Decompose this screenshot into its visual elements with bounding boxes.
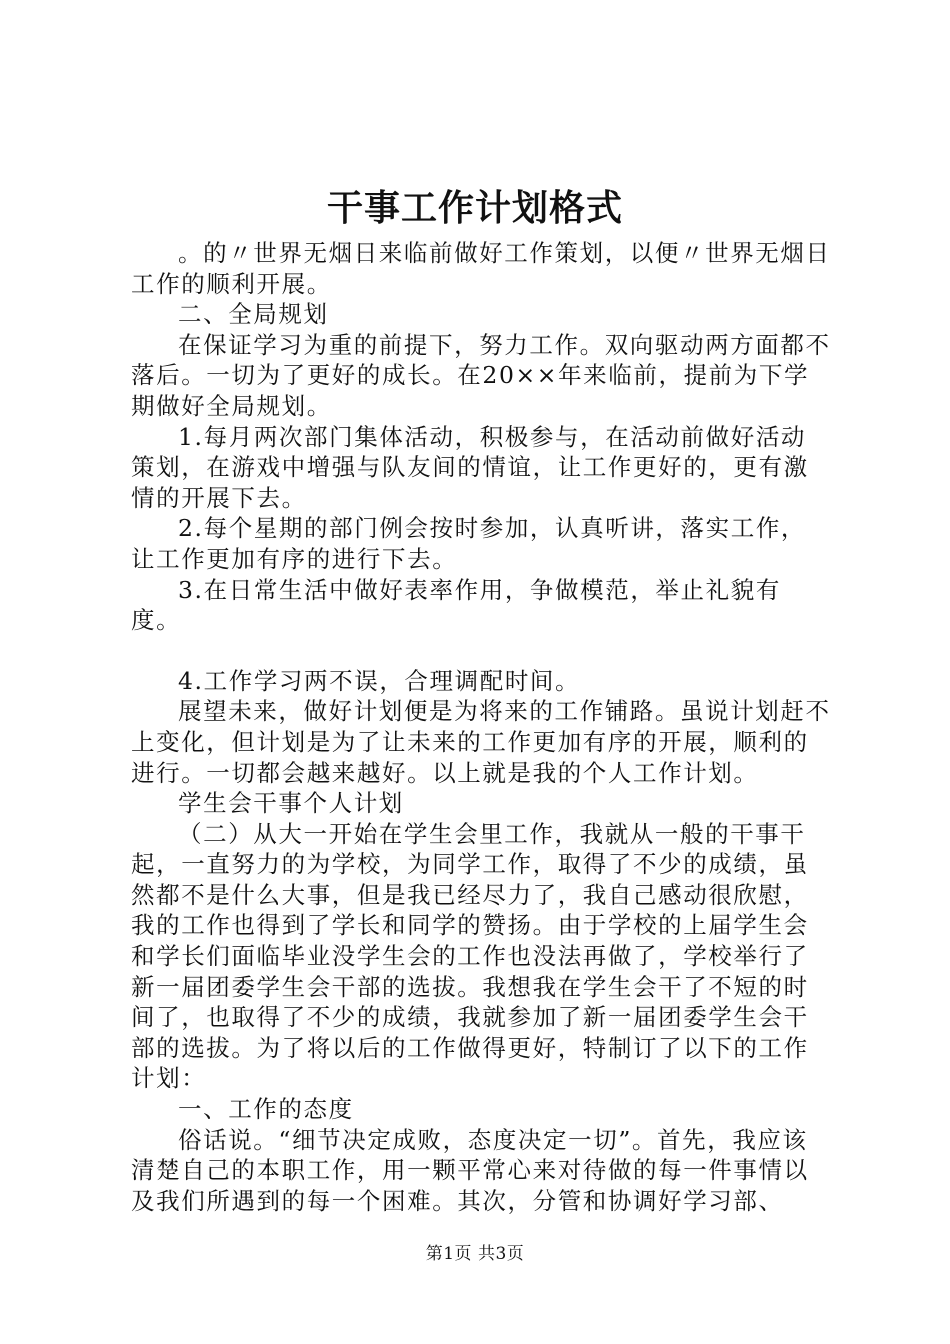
section-heading-personal-plan: 学生会干事个人计划 [178,789,404,818]
paragraph-attitude: 俗话说。“细节决定成败，态度决定一切”。首先，我应该清楚自己的本职工作，用一颗平常心来对待做的每一件事情以及我们所遇到的每一个困难。其次，分管和协调好学习部、 [131,1125,809,1215]
paragraph-overall-plan: 在保证学习为重的前提下，努力工作。双向驱动两方面都不落后。一切为了更好的成长。在20××年来临前，提前为下学期做好全局规划。 [131,330,831,420]
paragraph-outlook: 展望未来，做好计划便是为将来的工作铺路。虽说计划赶不上变化，但计划是为了让未来的工作更加有序的开展，顺利的进行。一切都会越来越好。以上就是我的个人工作计划。 [131,697,831,787]
paragraph-intro: 。的〃世界无烟日来临前做好工作策划，以便〃世界无烟日工作的顺利开展。 [131,239,831,298]
document-title: 干事工作计划格式 [326,187,623,229]
section-heading-attitude: 一、工作的态度 [178,1095,354,1124]
page-footer: 第1页 共3页 [425,1244,525,1264]
list-item-1: 1.每月两次部门集体活动，积极参与，在活动前做好活动策划，在游戏中增强与队友间的情谊，让工作更好的，更有激情的开展下去。 [131,422,809,512]
section-heading-overall-plan: 二、全局规划 [178,300,329,329]
list-item-2: 2.每个星期的部门例会按时参加，认真听讲，落实工作，让工作更加有序的进行下去。 [131,514,807,573]
paragraph-personal-plan: （二）从大一开始在学生会里工作，我就从一般的干事干起，一直努力的为学校，为同学工作，取得了不少的成绩，虽然都不是什么大事，但是我已经尽力了，我自己感动很欣慰，我的工作也得到了学长和同学的赞扬。由于学校的上届学生会和学长们面临毕业没学生会的工作也没法再做了，学校举行了新一届团委学生会干部的选拔。我想我在学生会干了不短的时间了，也取得了不少的成绩，我就参加了新一届团委学生会干部的选拔。为了将以后的工作做得更好，特制订了以下的工作计划： [131,819,809,1093]
list-item-3: 3.在日常生活中做好表率作用，争做模范，举止礼貌有度。 [131,575,781,635]
document-body [131,238,831,1216]
list-item-4: 4.工作学习两不误，合理调配时间。 [178,666,581,695]
